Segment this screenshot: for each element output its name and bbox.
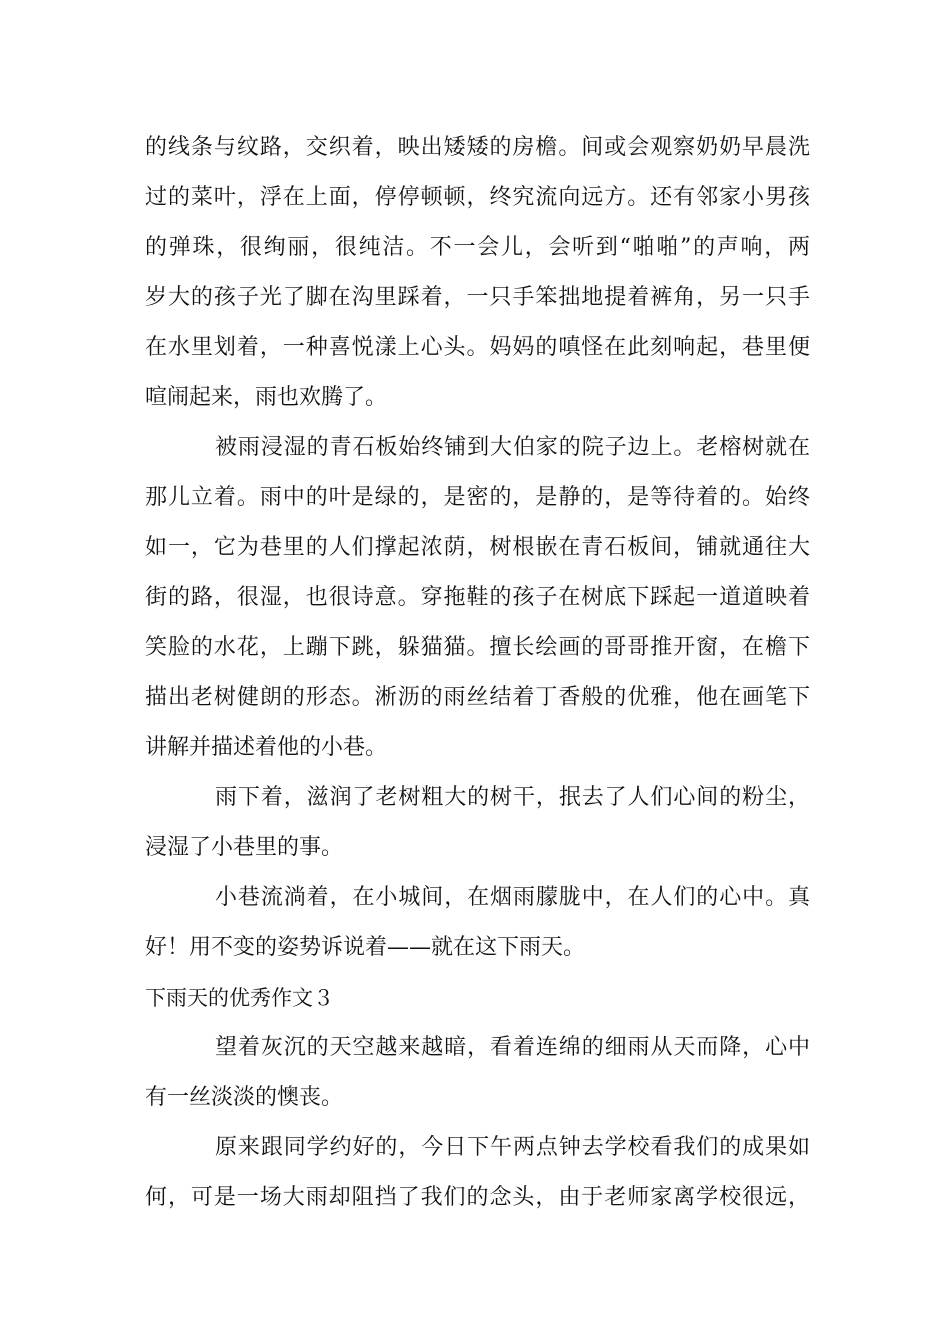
- text-line: 讲解并描述着他的小巷。: [145, 735, 388, 760]
- text-line: 的线条与纹路，交织着，映出矮矮的房檐。间或会观察奶奶早晨洗: [145, 135, 810, 160]
- text-line: 浸湿了小巷里的事。: [145, 835, 344, 860]
- text-line: 喧闹起来，雨也欢腾了。: [145, 385, 388, 410]
- text-line: 过的菜叶，浮在上面，停停顿顿，终究流向远方。还有邻家小男孩: [145, 185, 810, 210]
- body-text: [145, 123, 810, 1223]
- text-line: 雨下着，滋润了老树粗大的树干，抿去了人们心间的粉尘，: [215, 785, 810, 810]
- text-line: 何，可是一场大雨却阻挡了我们的念头，由于老师家离学校很远，: [145, 1185, 810, 1210]
- text-line: 如一，它为巷里的人们撑起浓荫，树根嵌在青石板间，铺就通往大: [145, 535, 810, 560]
- text-line: 望着灰沉的天空越来越暗，看着连绵的细雨从天而降，心中: [215, 1035, 810, 1060]
- text-line: 笑脸的水花，上蹦下跳，躲猫猫。擅长绘画的哥哥推开窗，在檐下: [145, 635, 810, 660]
- text-line: 街的路，很湿，也很诗意。穿拖鞋的孩子在树底下踩起一道道映着: [145, 585, 810, 610]
- text-line: 在水里划着，一种喜悦漾上心头。妈妈的嗔怪在此刻响起，巷里便: [145, 335, 810, 360]
- text-line: 描出老树健朗的形态。淅沥的雨丝结着丁香般的优雅，他在画笔下: [145, 685, 810, 710]
- text-line: 小巷流淌着，在小城间，在烟雨朦胧中，在人们的心中。真: [215, 885, 810, 910]
- text-line: 岁大的孩子光了脚在沟里踩着，一只手笨拙地提着裤角，另一只手: [145, 285, 810, 310]
- text-line: 的弹珠，很绚丽，很纯洁。不一会儿，会听到“啪啪”的声响，两: [145, 235, 810, 260]
- text-line: 原来跟同学约好的，今日下午两点钟去学校看我们的成果如: [215, 1135, 810, 1160]
- text-line: 有一丝淡淡的懊丧。: [145, 1085, 344, 1110]
- section-heading: 下雨天的优秀作文３: [145, 986, 334, 1010]
- text-line: 那儿立着。雨中的叶是绿的，是密的，是静的，是等待着的。始终: [145, 485, 810, 510]
- text-line: 被雨浸湿的青石板始终铺到大伯家的院子边上。老榕树就在: [215, 435, 810, 460]
- text-line: 好！用不变的姿势诉说着——就在这下雨天。: [145, 935, 586, 960]
